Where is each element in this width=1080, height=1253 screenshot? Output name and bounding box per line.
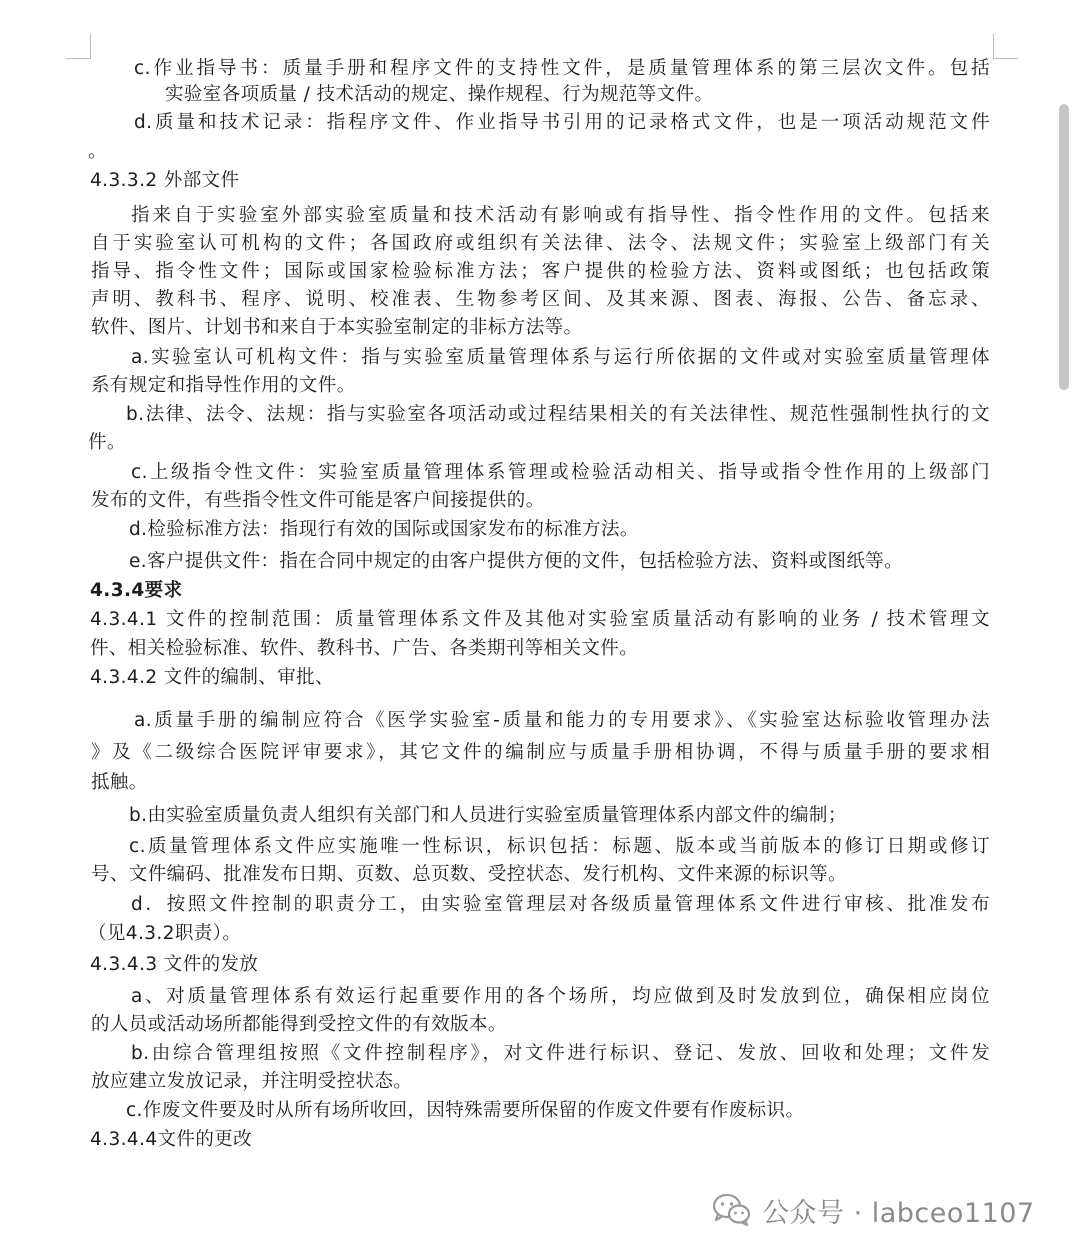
doc-line: 号、文件编码、批准发布日期、页数、总页数、受控状态、发行机构、文件来源的标识等。	[91, 864, 848, 885]
doc-line: e.客户提供文件：指在合同中规定的由客户提供方便的文件，包括检验方法、资料或图纸等。	[129, 551, 904, 572]
doc-line: 件、相关检验标准、软件、教科书、广告、各类期刊等相关文件。	[90, 638, 639, 659]
section-heading: 4.3.4.3 文件的发放	[90, 954, 259, 975]
doc-line: 抵触。	[91, 772, 148, 793]
doc-line: d.质量和技术记录：指程序文件、作业指导书引用的记录格式文件，也是一项活动规范文件	[134, 112, 990, 133]
doc-line: 指来自于实验室外部实验室质量和技术活动有影响或有指导性、指令性作用的文件。包括来	[131, 205, 990, 226]
vertical-scrollbar-thumb[interactable]	[1059, 104, 1069, 390]
doc-line: d．按照文件控制的职责分工，由实验室管理层对各级质量管理体系文件进行审核、批准发布	[131, 894, 990, 915]
doc-line: 件。	[88, 432, 126, 453]
doc-line: d.检验标准方法：指现行有效的国际或国家发布的标准方法。	[129, 519, 639, 540]
section-heading: 4.3.4.2 文件的编制、审批、	[90, 667, 334, 688]
doc-line: 发布的文件，有些指令性文件可能是客户间接提供的。	[91, 490, 545, 511]
section-heading: 4.3.4要求	[90, 580, 183, 601]
doc-line: 声明、教科书、程序、说明、校准表、生物参考区间、及其来源、图表、海报、公告、备忘录、	[91, 289, 990, 310]
doc-line: c.质量管理体系文件应实施唯一性标识，标识包括：标题、版本或当前版本的修订日期或修订	[129, 836, 990, 857]
doc-line: c.作业指导书：质量手册和程序文件的支持性文件，是质量管理体系的第三层次文件。包括	[134, 58, 990, 79]
doc-line: c.作废文件要及时从所有场所收回，因特殊需要所保留的作废文件要有作废标识。	[126, 1100, 805, 1121]
doc-line: b.由实验室质量负责人组织有关部门和人员进行实验室质量管理体系内部文件的编制；	[129, 805, 847, 826]
doc-line: 。	[88, 141, 107, 162]
doc-line: 的人员或活动场所都能得到受控文件的有效版本。	[91, 1014, 507, 1035]
page-corner-mark-top-right	[993, 34, 1018, 59]
doc-line: 》及《二级综合医院评审要求》，其它文件的编制应与质量手册相协调，不得与质量手册的要求相	[91, 742, 990, 763]
doc-line: a、对质量管理体系有效运行起重要作用的各个场所，均应做到及时发放到位，确保相应岗位	[131, 986, 990, 1007]
doc-line: 软件、图片、计划书和来自于本实验室制定的非标方法等。	[91, 317, 583, 338]
doc-line: （见4.3.2职责）。	[88, 923, 242, 944]
doc-line: 自于实验室认可机构的文件；各国政府或组织有关法律、法令、法规文件；实验室上级部门有关	[91, 233, 990, 254]
page-corner-mark-top-left	[66, 34, 91, 59]
doc-line: a.实验室认可机构文件：指与实验室质量管理体系与运行所依据的文件或对实验室质量管理体	[131, 347, 990, 368]
doc-line: 系有规定和指导性作用的文件。	[91, 375, 356, 396]
wechat-icon	[712, 1193, 752, 1227]
wechat-watermark	[712, 1192, 1035, 1228]
watermark-text: 公众号 · labceo1107	[762, 1197, 1035, 1229]
doc-line: 放应建立发放记录，并注明受控状态。	[91, 1071, 413, 1092]
doc-line: b.法律、法令、法规：指与实验室各项活动或过程结果相关的有关法律性、规范性强制性执行的文	[126, 404, 990, 425]
doc-line: 4.3.4.1 文件的控制范围：质量管理体系文件及其他对实验室质量活动有影响的业务 / 技术管理文	[90, 609, 990, 630]
doc-line: a.质量手册的编制应符合《医学实验室-质量和能力的专用要求》、《实验室达标验收管理办法	[134, 710, 990, 731]
doc-line: b.由综合管理组按照《文件控制程序》，对文件进行标识、登记、发放、回收和处理；文件发	[131, 1043, 990, 1064]
doc-line: c.上级指令性文件：实验室质量管理体系管理或检验活动相关、指导或指令性作用的上级部门	[131, 462, 990, 483]
doc-line: 指导、指令性文件；国际或国家检验标准方法；客户提供的检验方法、资料或图纸；也包括政策	[91, 261, 990, 282]
doc-line: 实验室各项质量 / 技术活动的规定、操作规程、行为规范等文件。	[165, 84, 714, 105]
section-heading: 4.3.4.4文件的更改	[90, 1129, 253, 1150]
section-heading: 4.3.3.2 外部文件	[90, 170, 240, 191]
